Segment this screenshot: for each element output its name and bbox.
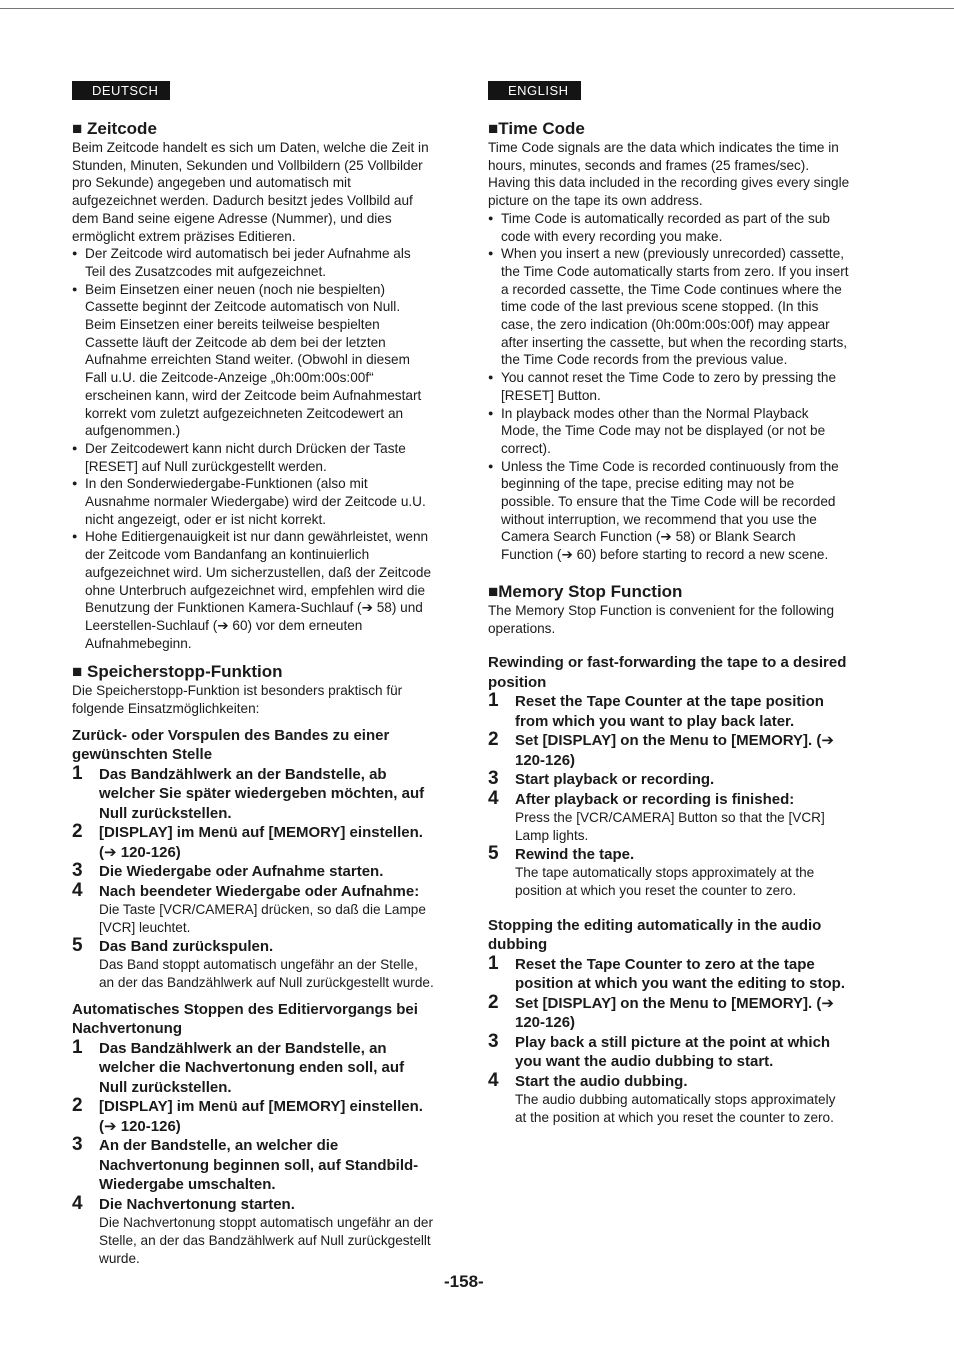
memory-stop-intro: The Memory Stop Function is convenient for the following operations. — [488, 602, 835, 636]
section-title-zeitcode: ■ Zeitcode — [72, 119, 157, 138]
step-note: The audio dubbing automatically stops approximately at the position at which you reset the counter to zero. — [515, 1092, 836, 1125]
step-item — [488, 692, 850, 731]
step-text: [DISPLAY] im Menü auf [MEMORY] einstellen. (➔ 120-126) — [99, 824, 423, 861]
section-title-speicherstopp: ■ Speicherstopp-Funktion — [72, 662, 283, 682]
step-note: Das Band stoppt automatisch ungefähr an der Stelle, an der das Bandzählwerk auf Null zurückgestellt wurde. — [99, 957, 434, 990]
step-item — [72, 934, 434, 992]
step-item — [72, 1036, 434, 1098]
step-text: Die Nachvertonung starten. — [99, 1195, 295, 1213]
step-number: 1 — [72, 1036, 83, 1058]
step-number: 4 — [488, 1069, 499, 1091]
steps-list-rueckspulen — [72, 762, 434, 992]
step-note: Die Nachvertonung stoppt automatisch ungefähr an der Stelle, an der das Bandzählwerk auf Null zurückgestellt wurde. — [99, 1215, 434, 1266]
step-text: Reset the Tape Counter at the tape position from which you want to play back later. — [515, 693, 824, 730]
step-text: Reset the Tape Counter to zero at the tape position at which you want the editing to stop. — [515, 955, 845, 993]
step-number: 3 — [72, 1134, 83, 1156]
steps-list-rewinding — [488, 692, 850, 899]
page-number: -158- — [444, 1272, 484, 1291]
bullet-item: ● Der Zeitcode wird automatisch bei jeder Aufnahme als Teil des Zusatzcodes mit aufgezeichnet. — [72, 245, 434, 280]
step-text: Rewind the tape. — [515, 845, 635, 863]
step-number: 4 — [72, 1192, 83, 1214]
top-rule — [0, 8, 954, 9]
bullet-item: ● You cannot reset the Time Code to zero by pressing the [RESET] Button. — [488, 369, 850, 404]
bullet-item: ● Beim Einsetzen einer neuen (noch nie bespielten) Cassette beginnt der Zeitcode automatisch von Null. Beim Einsetzen einer bereits teilweise bespielten Cassette läuft der Zeitcode ab dem bei der letzten Aufnahme erreichten Stand weiter. (Obwohl in diesem Fall u.U. die Zeitcode-Anzeige „0h:00m:00s:00f“ erscheinen kann, wird der Zeitcode beim Aufnahmestart korrekt vom zuletzt aufgezeichneten Zeitcodewert an aufgenommen.) — [72, 281, 434, 440]
bullet-item: ● In playback modes other than the Normal Playback Mode, the Time Code may not be displayed (or not be correct). — [488, 405, 850, 458]
step-number: 5 — [72, 934, 83, 956]
step-text: Start playback or recording. — [515, 771, 715, 789]
step-number: 3 — [488, 1030, 499, 1052]
step-number: 2 — [488, 991, 499, 1013]
step-number: 5 — [488, 842, 499, 864]
step-text: [DISPLAY] im Menü auf [MEMORY] einstellen. (➔ 120-126) — [99, 1098, 423, 1135]
step-number: 2 — [488, 729, 499, 751]
step-note: Press the [VCR/CAMERA] Button so that the [VCR] Lamp lights. — [515, 810, 825, 843]
step-text: An der Bandstelle, an welcher die Nachvertonung beginnen soll, auf Standbild-Wiedergabe umschalten. — [99, 1137, 419, 1194]
step-item — [72, 762, 434, 824]
step-item — [488, 842, 850, 900]
subsection-heading-rewinding: Rewinding or fast-forwarding the tape to a desired position — [488, 654, 847, 691]
speicherstopp-intro: Die Speicherstopp-Funktion ist besonders praktisch für folgende Einsatzmöglichkeiten: — [72, 683, 403, 717]
bullet-item: ● Hohe Editiergenauigkeit ist nur dann gewährleistet, wenn der Zeitcode vom Bandanfang an kontinuierlich aufgezeichnet wird. Um sicherzustellen, daß der Zeitcode ohne Unterbruch aufgezeichnet wird, empfehlen wird die Benutzung der Funktionen Kamera-Suchlauf (➔ 58) und Leerstellen-Suchlauf (➔ 60) vor dem erneuten Aufnahmebeginn. — [72, 528, 434, 652]
step-number: 4 — [488, 787, 499, 809]
step-text: Nach beendeter Wiedergabe oder Aufnahme: — [99, 882, 420, 900]
deutsch-column — [72, 81, 434, 1267]
language-tab-deutsch: DEUTSCH — [72, 81, 170, 100]
step-item — [488, 787, 850, 845]
time-code-bullet-list — [488, 210, 850, 564]
step-text: Set [DISPLAY] on the Menu to [MEMORY]. (➔ 120-126) — [515, 994, 834, 1032]
step-text: Das Band zurückspulen. — [99, 937, 274, 955]
subsection-heading-rueckspulen: Zurück- oder Vorspulen des Bandes zu einer gewünschten Stelle — [72, 726, 390, 764]
bullet-item: ● Time Code is automatically recorded as part of the sub code with every recording you make. — [488, 210, 850, 245]
language-tab-english: ENGLISH — [488, 81, 581, 100]
bullet-item: ● When you insert a new (previously unrecorded) cassette, the Time Code automatically starts from zero. If you insert a recorded cassette, the Time Code continues where the time code of the last previous scene stopped. (In this case, the zero indication (0h:00m:00s:00f) may appear after inserting the cassette, but when the recording starts, the Time Code records from the previous value. — [488, 245, 850, 369]
step-item — [72, 1192, 434, 1268]
step-text: Das Bandzählwerk an der Bandstelle, ab welcher Sie später wiedergeben möchten, auf Null zurückstellen. — [99, 765, 425, 822]
step-note: The tape automatically stops approximately at the position at which you reset the counter to zero. — [515, 865, 815, 898]
zeitcode-bullet-list — [72, 245, 434, 652]
step-item — [488, 731, 850, 770]
step-item — [488, 1069, 850, 1127]
step-number: 2 — [72, 821, 83, 843]
zeitcode-intro: Beim Zeitcode handelt es sich um Daten, welche die Zeit in Stunden, Minuten, Sekunden und Vollbildern (25 Vollbilder pro Sekunde) angegeben und automatisch mit aufgezeichnet werden. Dadurch besitzt jedes Vollbild auf dem Band seine eigene Adresse (Nummer), und dies ermöglicht extrem präzises Editieren. — [72, 140, 429, 244]
step-item — [488, 991, 850, 1033]
step-item — [72, 823, 434, 862]
step-item — [72, 1136, 434, 1195]
step-number: 4 — [72, 879, 83, 901]
step-number: 2 — [72, 1095, 83, 1117]
step-item — [72, 862, 434, 882]
section-title-memory-stop: ■Memory Stop Function — [488, 581, 683, 601]
step-item — [488, 952, 850, 994]
step-number: 1 — [488, 952, 499, 974]
bullet-item: ● In den Sonderwiedergabe-Funktionen (also mit Ausnahme normaler Wiedergabe) wird der Zeitcode u.U. nicht angezeigt, oder er ist nicht korrekt. — [72, 475, 434, 528]
step-text: Set [DISPLAY] on the Menu to [MEMORY]. (➔ 120-126) — [515, 732, 834, 769]
step-number: 3 — [72, 860, 83, 882]
bullet-item: ● Unless the Time Code is recorded continuously from the beginning of the tape, precise editing may not be possible. To ensure that the Time Code will be recorded without interruption, we recommend that you use the Camera Search Function (➔ 58) or Blank Search Function (➔ 60) before starting to record a new scene. — [488, 458, 850, 564]
step-number: 1 — [488, 690, 499, 712]
step-item — [72, 879, 434, 937]
bullet-item: ● Der Zeitcodewert kann nicht durch Drücken der Taste [RESET] auf Null zurückgestellt werden. — [72, 440, 434, 475]
step-text: Das Bandzählwerk an der Bandstelle, an welcher die Nachvertonung enden soll, auf Null zurückstellen. — [99, 1039, 405, 1096]
step-item — [488, 770, 850, 790]
subsection-heading-nachvertonung: Automatisches Stoppen des Editiervorgangs bei Nachvertonung — [72, 1000, 418, 1038]
steps-list-nachvertonung — [72, 1036, 434, 1268]
step-text: Die Wiedergabe oder Aufnahme starten. — [99, 863, 384, 881]
english-column — [488, 81, 850, 1127]
section-title-time-code: ■Time Code — [488, 119, 585, 138]
step-number: 3 — [488, 768, 499, 790]
step-text: After playback or recording is finished: — [515, 790, 795, 808]
step-item — [488, 1030, 850, 1072]
time-code-intro: Time Code signals are the data which indicates the time in hours, minutes, seconds and frames (25 frames/sec). Having this data included in the recording gives every single picture on the tape its own address. — [488, 140, 850, 209]
step-number: 1 — [72, 762, 83, 784]
step-text: Start the audio dubbing. — [515, 1072, 688, 1090]
steps-list-audio-dubbing — [488, 952, 850, 1127]
step-text: Play back a still picture at the point at which you want the audio dubbing to start. — [515, 1033, 831, 1071]
step-note: Die Taste [VCR/CAMERA] drücken, so daß die Lampe [VCR] leuchtet. — [99, 902, 426, 935]
subsection-heading-audio-dubbing: Stopping the editing automatically in the audio dubbing — [488, 916, 822, 954]
step-item — [72, 1097, 434, 1136]
